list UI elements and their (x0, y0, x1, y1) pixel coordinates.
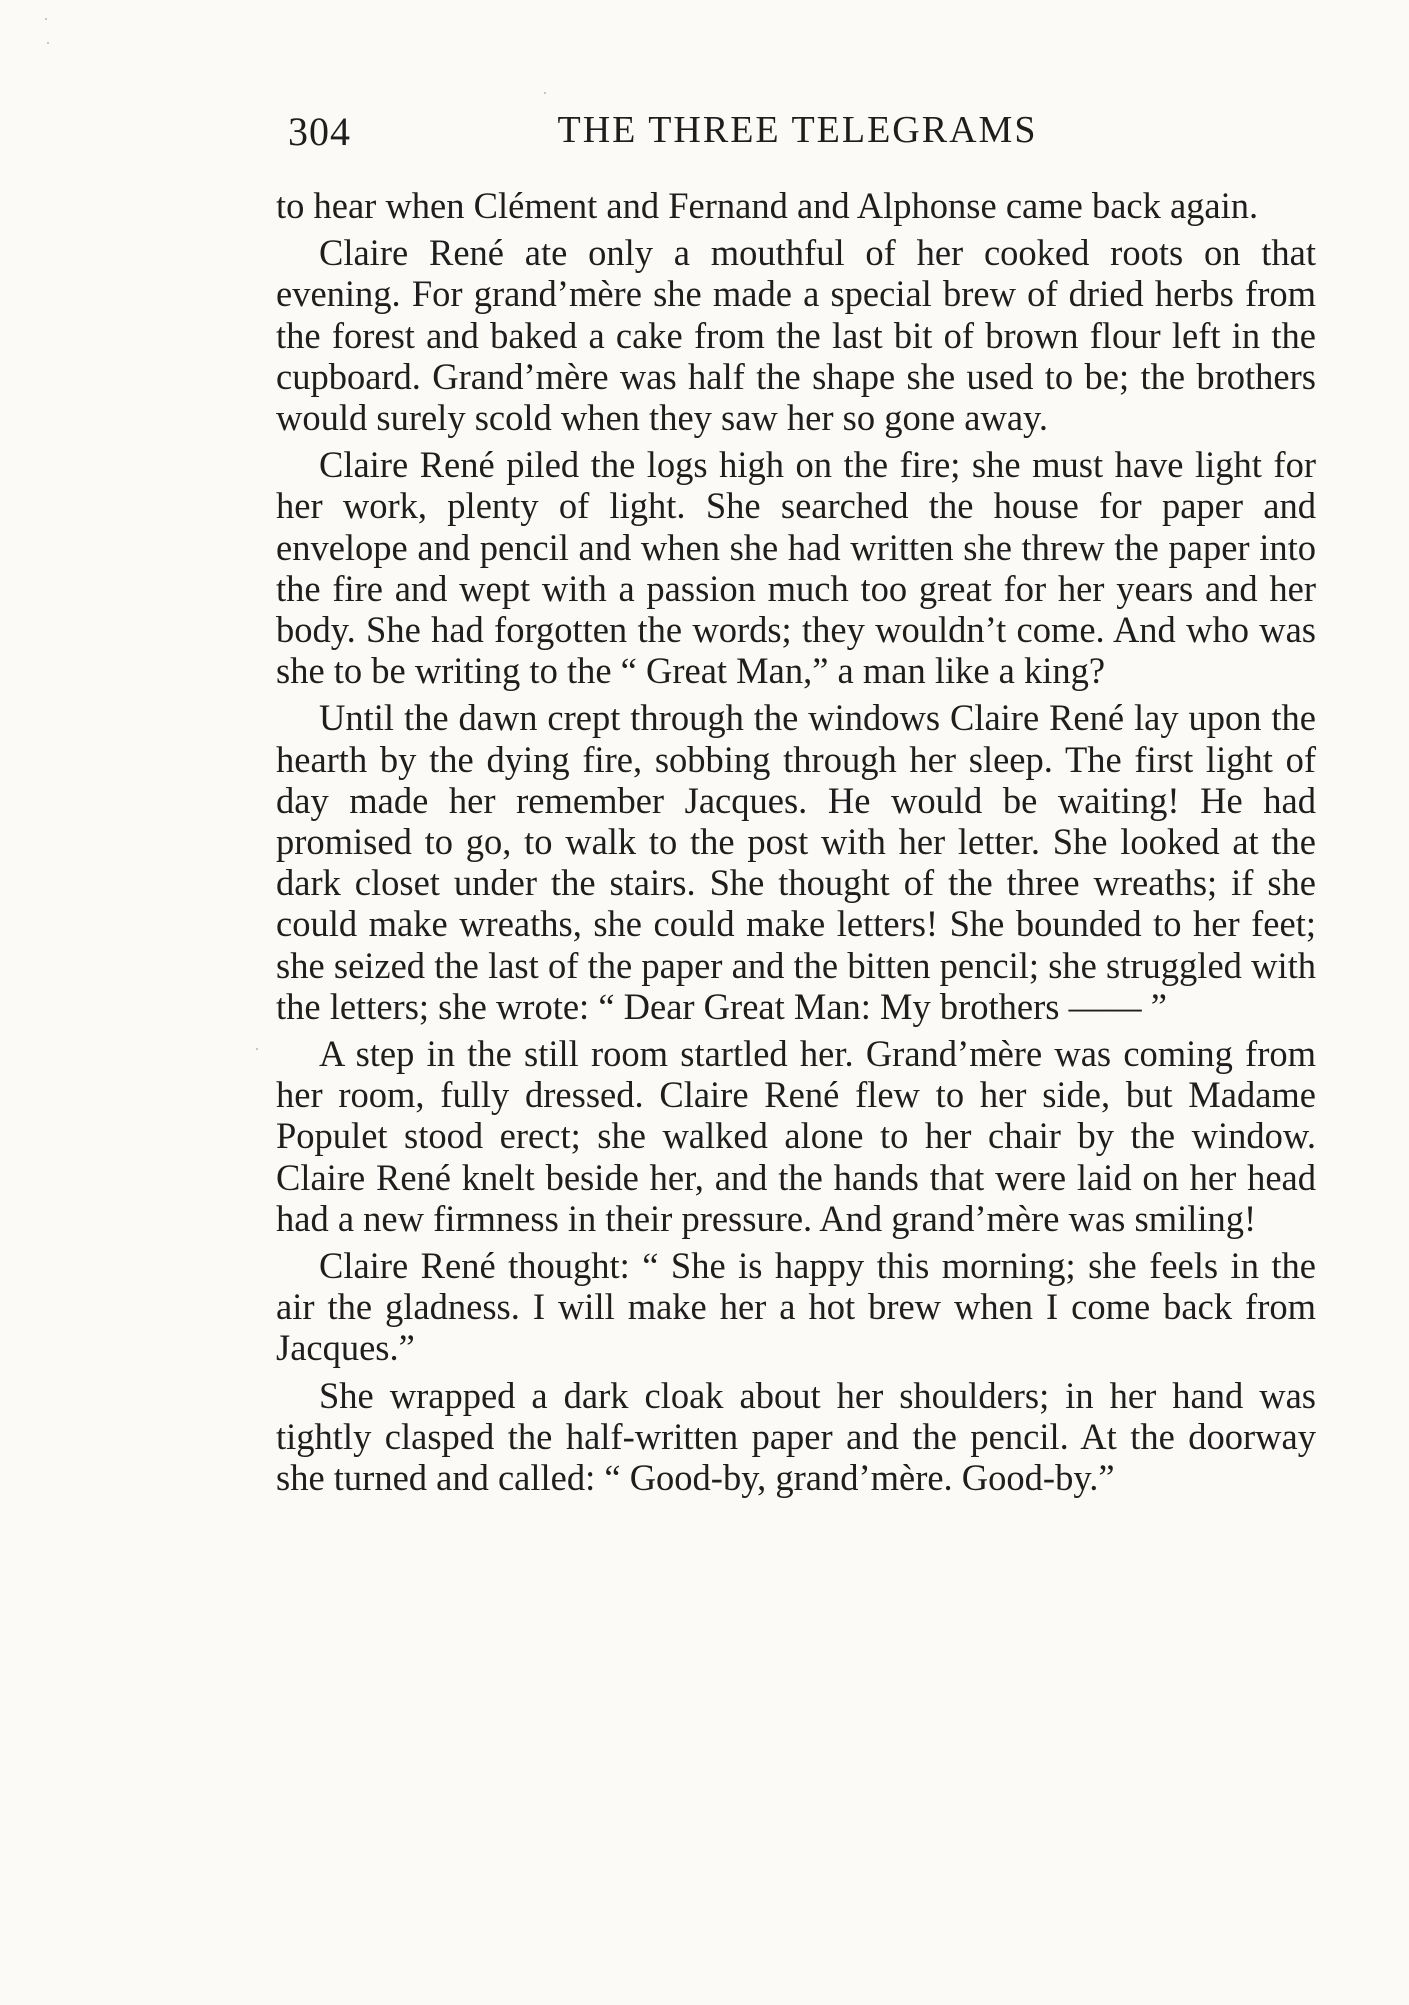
paragraph: Until the dawn crept through the windows Claire René lay upon the hearth by the dying fire, sobbing through her sleep. The first light of day made her remember Jacques. He would be waiting! He had promised to go, to walk to the post with her letter. She looked at the dark closet under the stairs. She thought of the three wreaths; if she could make wreaths, she could make letters! She bounded to her feet; she seized the last of the paper and the bitten pencil; she struggled with the letters; she wrote: “ Dear Great Man: My brothers —— ” (276, 697, 1316, 1027)
paper-speck (47, 42, 49, 44)
paper-speck (45, 18, 47, 20)
running-title: THE THREE TELEGRAMS (557, 109, 1038, 151)
paragraph: A step in the still room startled her. Grand’mère was coming from her room, fully dressed. Claire René flew to her side, but Madame Populet stood erect; she walked alone to her chair by the window. Claire René knelt beside her, and the hands that were laid on her head had a new firmness in their pressure. And grand’mère was smiling! (276, 1033, 1316, 1239)
paper-speck (256, 1048, 258, 1050)
page-text (276, 185, 1316, 1504)
page-header (280, 100, 1315, 160)
paragraph: Claire René piled the logs high on the fire; she must have light for her work, plenty of light. She searched the house for paper and envelope and pencil and when she had written she threw the paper into the fire and wept with a passion much too great for her years and her body. She had forgotten the words; they wouldn’t come. And who was she to be writing to the “ Great Man,” a man like a king? (276, 444, 1316, 692)
page-number: 304 (288, 109, 351, 154)
paragraph-continued: to hear when Clément and Fernand and Alphonse came back again. (276, 185, 1259, 226)
paragraph: Claire René ate only a mouthful of her cooked roots on that evening. For grand’mère she made a special brew of dried herbs from the forest and baked a cake from the last bit of brown flour left in the cupboard. Grand’mère was half the shape she used to be; the brothers would surely scold when they saw her so gone away. (276, 232, 1316, 439)
paper-speck (544, 92, 546, 94)
paragraph: Claire René thought: “ She is happy this morning; she feels in the air the gladness. I will make her a hot brew when I come back from Jacques.” (276, 1245, 1316, 1369)
paragraph: She wrapped a dark cloak about her shoulders; in her hand was tightly clasped the half-written paper and the pencil. At the doorway she turned and called: “ Good-by, grand’mère. Good-by.” (276, 1374, 1316, 1499)
